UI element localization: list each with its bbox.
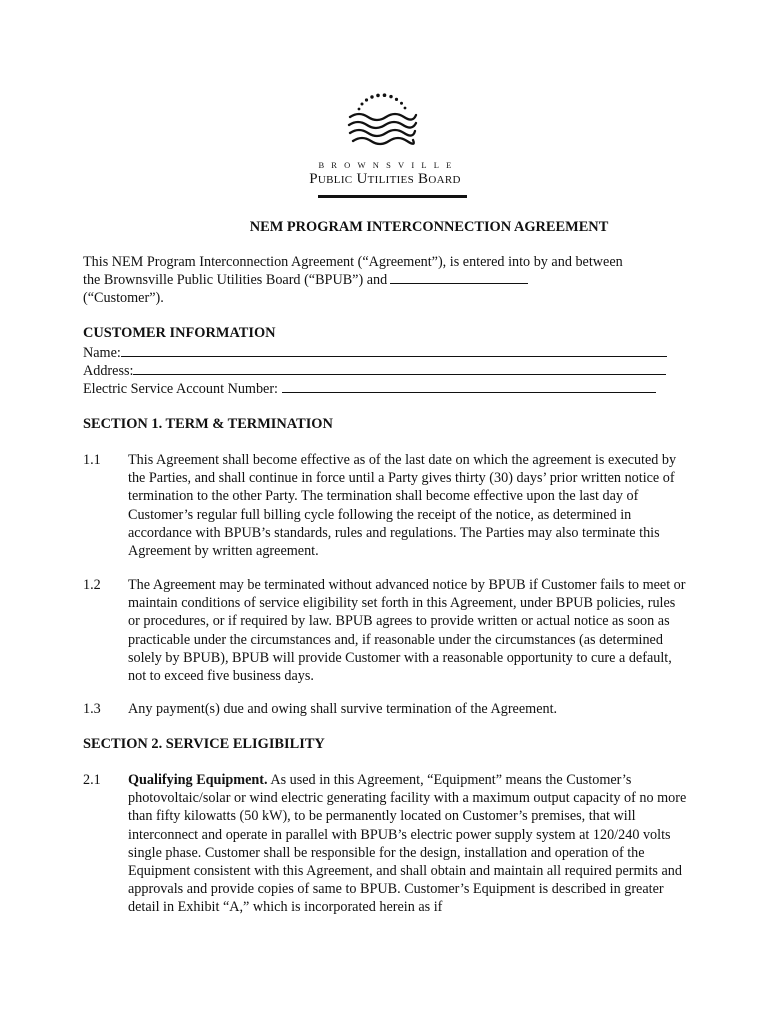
clause-text: Any payment(s) due and owing shall survive termination of the Agreement. [128, 701, 558, 717]
name-field [83, 344, 667, 362]
clause-number: 1.2 [83, 577, 101, 593]
logo-small-text: BROWNSVILLE [318, 160, 459, 170]
bpub-logo-icon [346, 92, 418, 152]
logo-rule [318, 195, 467, 198]
account-number-blank-line[interactable] [282, 380, 656, 393]
address-blank-line[interactable] [133, 362, 666, 375]
clause-number: 1.3 [83, 701, 101, 717]
clause-bold-lead: Qualifying Equipment. [128, 772, 268, 788]
intro-end-text: (“Customer”). [83, 290, 164, 307]
address-label: Address: [83, 363, 134, 379]
logo-main-text: Public Utilities Board [309, 171, 461, 187]
document-title: NEM PROGRAM INTERCONNECTION AGREEMENT [249, 219, 609, 235]
intro-text: This NEM Program Interconnection Agreement (“Agreement”), is entered into by and between the Brownsville Public Utilities Board (“BPUB”) and [83, 254, 623, 289]
clause-number: 1.1 [83, 452, 101, 468]
party-blank-line[interactable] [390, 271, 528, 284]
address-field [83, 362, 666, 380]
intro-paragraph [83, 253, 623, 308]
clause-number: 2.1 [83, 772, 101, 788]
section-2-heading: SECTION 2. SERVICE ELIGIBILITY [83, 736, 325, 752]
name-label: Name: [83, 345, 121, 361]
customer-info-heading: CUSTOMER INFORMATION [83, 325, 276, 341]
account-number-label: Electric Service Account Number: [83, 381, 279, 397]
name-blank-line[interactable] [121, 344, 667, 357]
account-number-field [83, 380, 656, 398]
section-1-heading: SECTION 1. TERM & TERMINATION [83, 416, 333, 432]
clause-text: This Agreement shall become effective as of the last date on which the agreement is executed by the Parties, and shall continue in force until a Party gives thirty (30) days’ prior written notice of termination to the other Party. The termination shall become effective upon the last day of Customer’s regular full billing cycle following the receipt of the notice, as determined in accordance with BPUB’s standards, rules and regulations. The Parties may also terminate this Agreement by written agreement. [128, 452, 677, 560]
clause-text [128, 771, 688, 917]
bpub-logo [0, 92, 770, 202]
clause-body: As used in this Agreement, “Equipment” means the Customer’s photovoltaic/solar or wind electric generating facility with a maximum output capacity of no more than fifty kilowatts (50 kW), to be permanently located on Customer’s premises, that will interconnect and operate in parallel with BPUB’s electric power supply system at 120/240 volts single phase. Customer shall be responsible for the design, installation and operation of the Equipment consistent with this Agreement, and shall obtain and maintain all required permits and approvals and provide copies of same to BPUB. Customer’s Equipment is described in greater detail in Exhibit “A,” which is incorporated herein as if [128, 772, 687, 916]
clause-text: The Agreement may be terminated without advanced notice by BPUB if Customer fails to meet or maintain conditions of service eligibility set forth in this Agreement, under BPUB policies, rules or procedures, or if required by law. BPUB agrees to provide written or actual notice as soon as practicable under the circumstances and, if reasonable under the circumstances (as determined solely by BPUB), BPUB will provide Customer with a reasonable opportunity to cure a default, not to exceed five business days. [128, 577, 686, 685]
